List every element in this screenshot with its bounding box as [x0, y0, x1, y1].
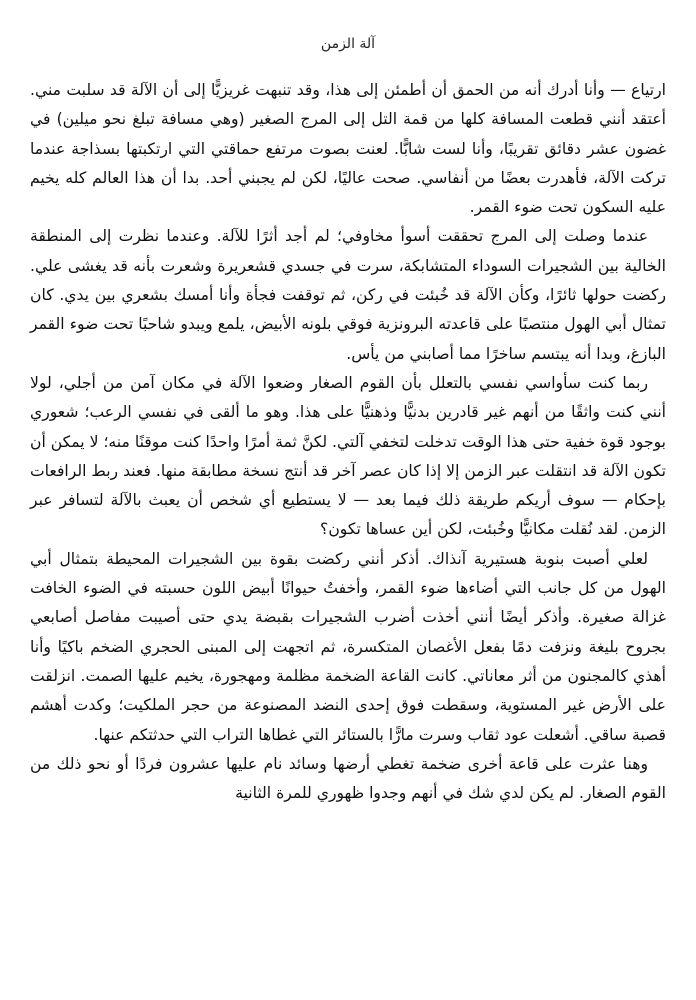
body-text — [30, 76, 666, 808]
paragraph-4: لعلي أصبت بنوبة هستيرية آنذاك. أذكر أنني ركضت بقوة بين الشجيرات المحيطة بتمثال أبي الهول من كل جانب التي أضاءها ضوء القمر، وأخفتُ حيوانًا أبيض اللون حسبته في الضوء الخافت غزالة صغيرة. وأذكر أيضًا أنني أخذت أضرب الشجيرات بقبضة يدي حتى أصيبت مفاصل أصابعي بجروح بليغة ونزفت دمًا بفعل الأغصان المتكسرة، ثم اتجهت إلى المبنى الحجري الضخم باكيًا وأنا أهذي كالمجنون من أثر معاناتي. كانت القاعة الضخمة مظلمة ومهجورة، يخيم عليها الصمت. انزلقت على الأرض غير المستوية، وسقطت فوق إحدى النضد المصنوعة من حجر الملكيت؛ وكدت أهشم قصبة ساقي. أشعلت عود ثقاب وسرت مارًّا بالستائر التي غطاها التراب التي حدثتكم عنها. — [30, 549, 666, 744]
paragraph-1: ارتياع — وأنا أدرك أنه من الحمق أن أطمئن إلى هذا، وقد تنبهت غريزيًّا إلى أن الآلة قد سلبت مني. أعتقد أنني قطعت المسافة كلها من قمة التل إلى المرج الصغير (وهي مسافة تبلغ نحو ميلين) في غضون عشر دقائق تقريبًا، وأنا لست شابًّا. لعنت بصوت مرتفع حماقتي التي ارتكبتها بسذاجة عندما تركت الآلة، فأهدرت بعضًا من أنفاسي. صحت عاليًا، لكن لم يجبني أحد. بدا أن هذا العالم كله يخيم عليه السكون تحت ضوء القمر. — [30, 81, 666, 217]
running-header-title: آلة الزمن — [320, 36, 376, 52]
paragraph-2: عندما وصلت إلى المرج تحققت أسوأ مخاوفي؛ لم أجد أثرًا للآلة. وعندما نظرت إلى المنطقة الخالية بين الشجيرات السوداء المتشابكة، سرت في جسدي قشعريرة وشعرت بأنه قد يغشى علي. ركضت حولها ثائرًا، وكأن الآلة قد خُبئت في ركن، ثم توقفت فجأة وأنا أمسك بشعري بين يدي. كان تمثال أبي الهول منتصبًا على قاعدته البرونزية فوقي بلونه الأبيض، يلمع ويبدو شاحبًا تحت ضوء القمر البازغ، وبدا أنه يبتسم ساخرًا مما أصابني من يأس. — [30, 227, 666, 363]
paragraph-3: ربما كنت سأواسي نفسي بالتعلل بأن القوم الصغار وضعوا الآلة في مكان آمن من أجلي، لولا أنني كنت واثقًا من أنهم غير قادرين بدنيًّا وذهنيًّا على هذا. وهو ما ألقى في نفسي الرعب؛ شعوري بوجود قوة خفية حتى هذا الوقت تدخلت لتخفي آلتي. لكنَّ ثمة أمرًا واحدًا كنت موقنًا منه؛ لا يمكن أن تكون الآلة قد انتقلت عبر الزمن إلا إذا كان عصر آخر قد أنتج نسخة مطابقة منها. فعند ربط الرافعات بإحكام — سوف أريكم طريقة ذلك فيما بعد — لا يستطيع أي شخص أن يعبث بالآلة لتسافر عبر الزمن. لقد نُقلت مكانيًّا وخُبئت، لكن أين عساها تكون؟ — [30, 373, 666, 539]
paragraph-5: وهنا عثرت على قاعة أخرى ضخمة تغطي أرضها وسائد نام عليها عشرون فردًا أو نحو ذلك من القوم الصغار. لم يكن لدي شك في أنهم وجدوا ظهوري للمرة الثانية — [30, 754, 666, 803]
